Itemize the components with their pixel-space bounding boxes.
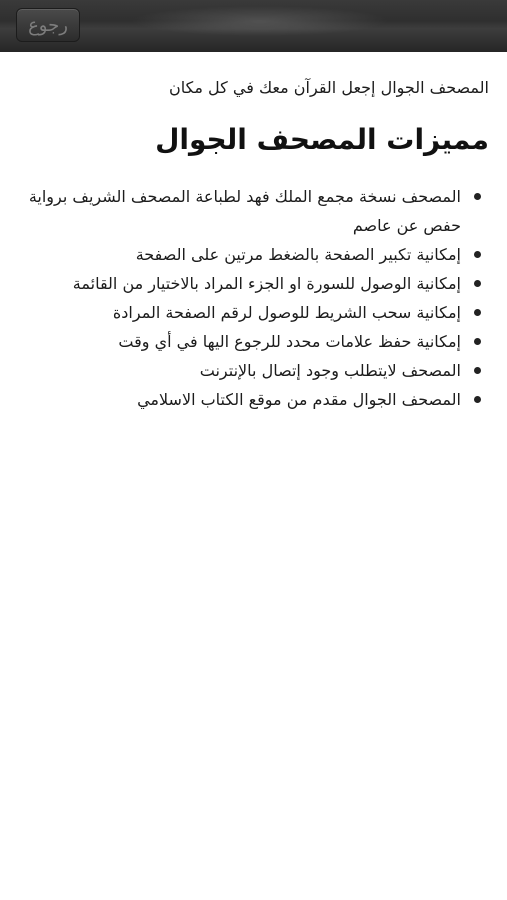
feature-text: إمكانية تكبير الصفحة بالضغط مرتين على الصفحة [135, 245, 461, 264]
bullet-icon [474, 280, 481, 287]
feature-text: إمكانية سحب الشريط للوصول لرقم الصفحة المرادة [112, 303, 461, 322]
bullet-icon [474, 193, 481, 200]
feature-item [20, 240, 461, 269]
feature-text: المصحف الجوال مقدم من موقع الكتاب الاسلامي [137, 390, 461, 409]
feature-text: إمكانية حفظ علامات محدد للرجوع اليها في أي وقت [118, 332, 461, 351]
features-list [20, 182, 489, 414]
page-title: مميزات المصحف الجوال [155, 123, 489, 156]
feature-item [20, 269, 461, 298]
bullet-icon [474, 309, 481, 316]
intro-text: المصحف الجوال إجعل القرآن معك في كل مكان [168, 78, 489, 97]
bullet-icon [474, 251, 481, 258]
feature-item [20, 298, 461, 327]
back-button[interactable]: رجوع [16, 8, 80, 42]
navigation-bar [0, 0, 507, 52]
feature-item [20, 356, 461, 385]
feature-text: المصحف نسخة مجمع الملك فهد لطباعة المصحف الشريف برواية حفص عن عاصم [28, 187, 461, 235]
feature-item [20, 182, 461, 240]
feature-item [20, 327, 461, 356]
bullet-icon [474, 396, 481, 403]
bullet-icon [474, 367, 481, 374]
about-content [0, 52, 507, 414]
navbar-shine [130, 6, 390, 36]
feature-text: إمكانية الوصول للسورة او الجزء المراد بالاختيار من القائمة [72, 274, 461, 293]
feature-item [20, 385, 461, 414]
feature-text: المصحف لايتطلب وجود إتصال بالإنترنت [199, 361, 461, 380]
bullet-icon [474, 338, 481, 345]
